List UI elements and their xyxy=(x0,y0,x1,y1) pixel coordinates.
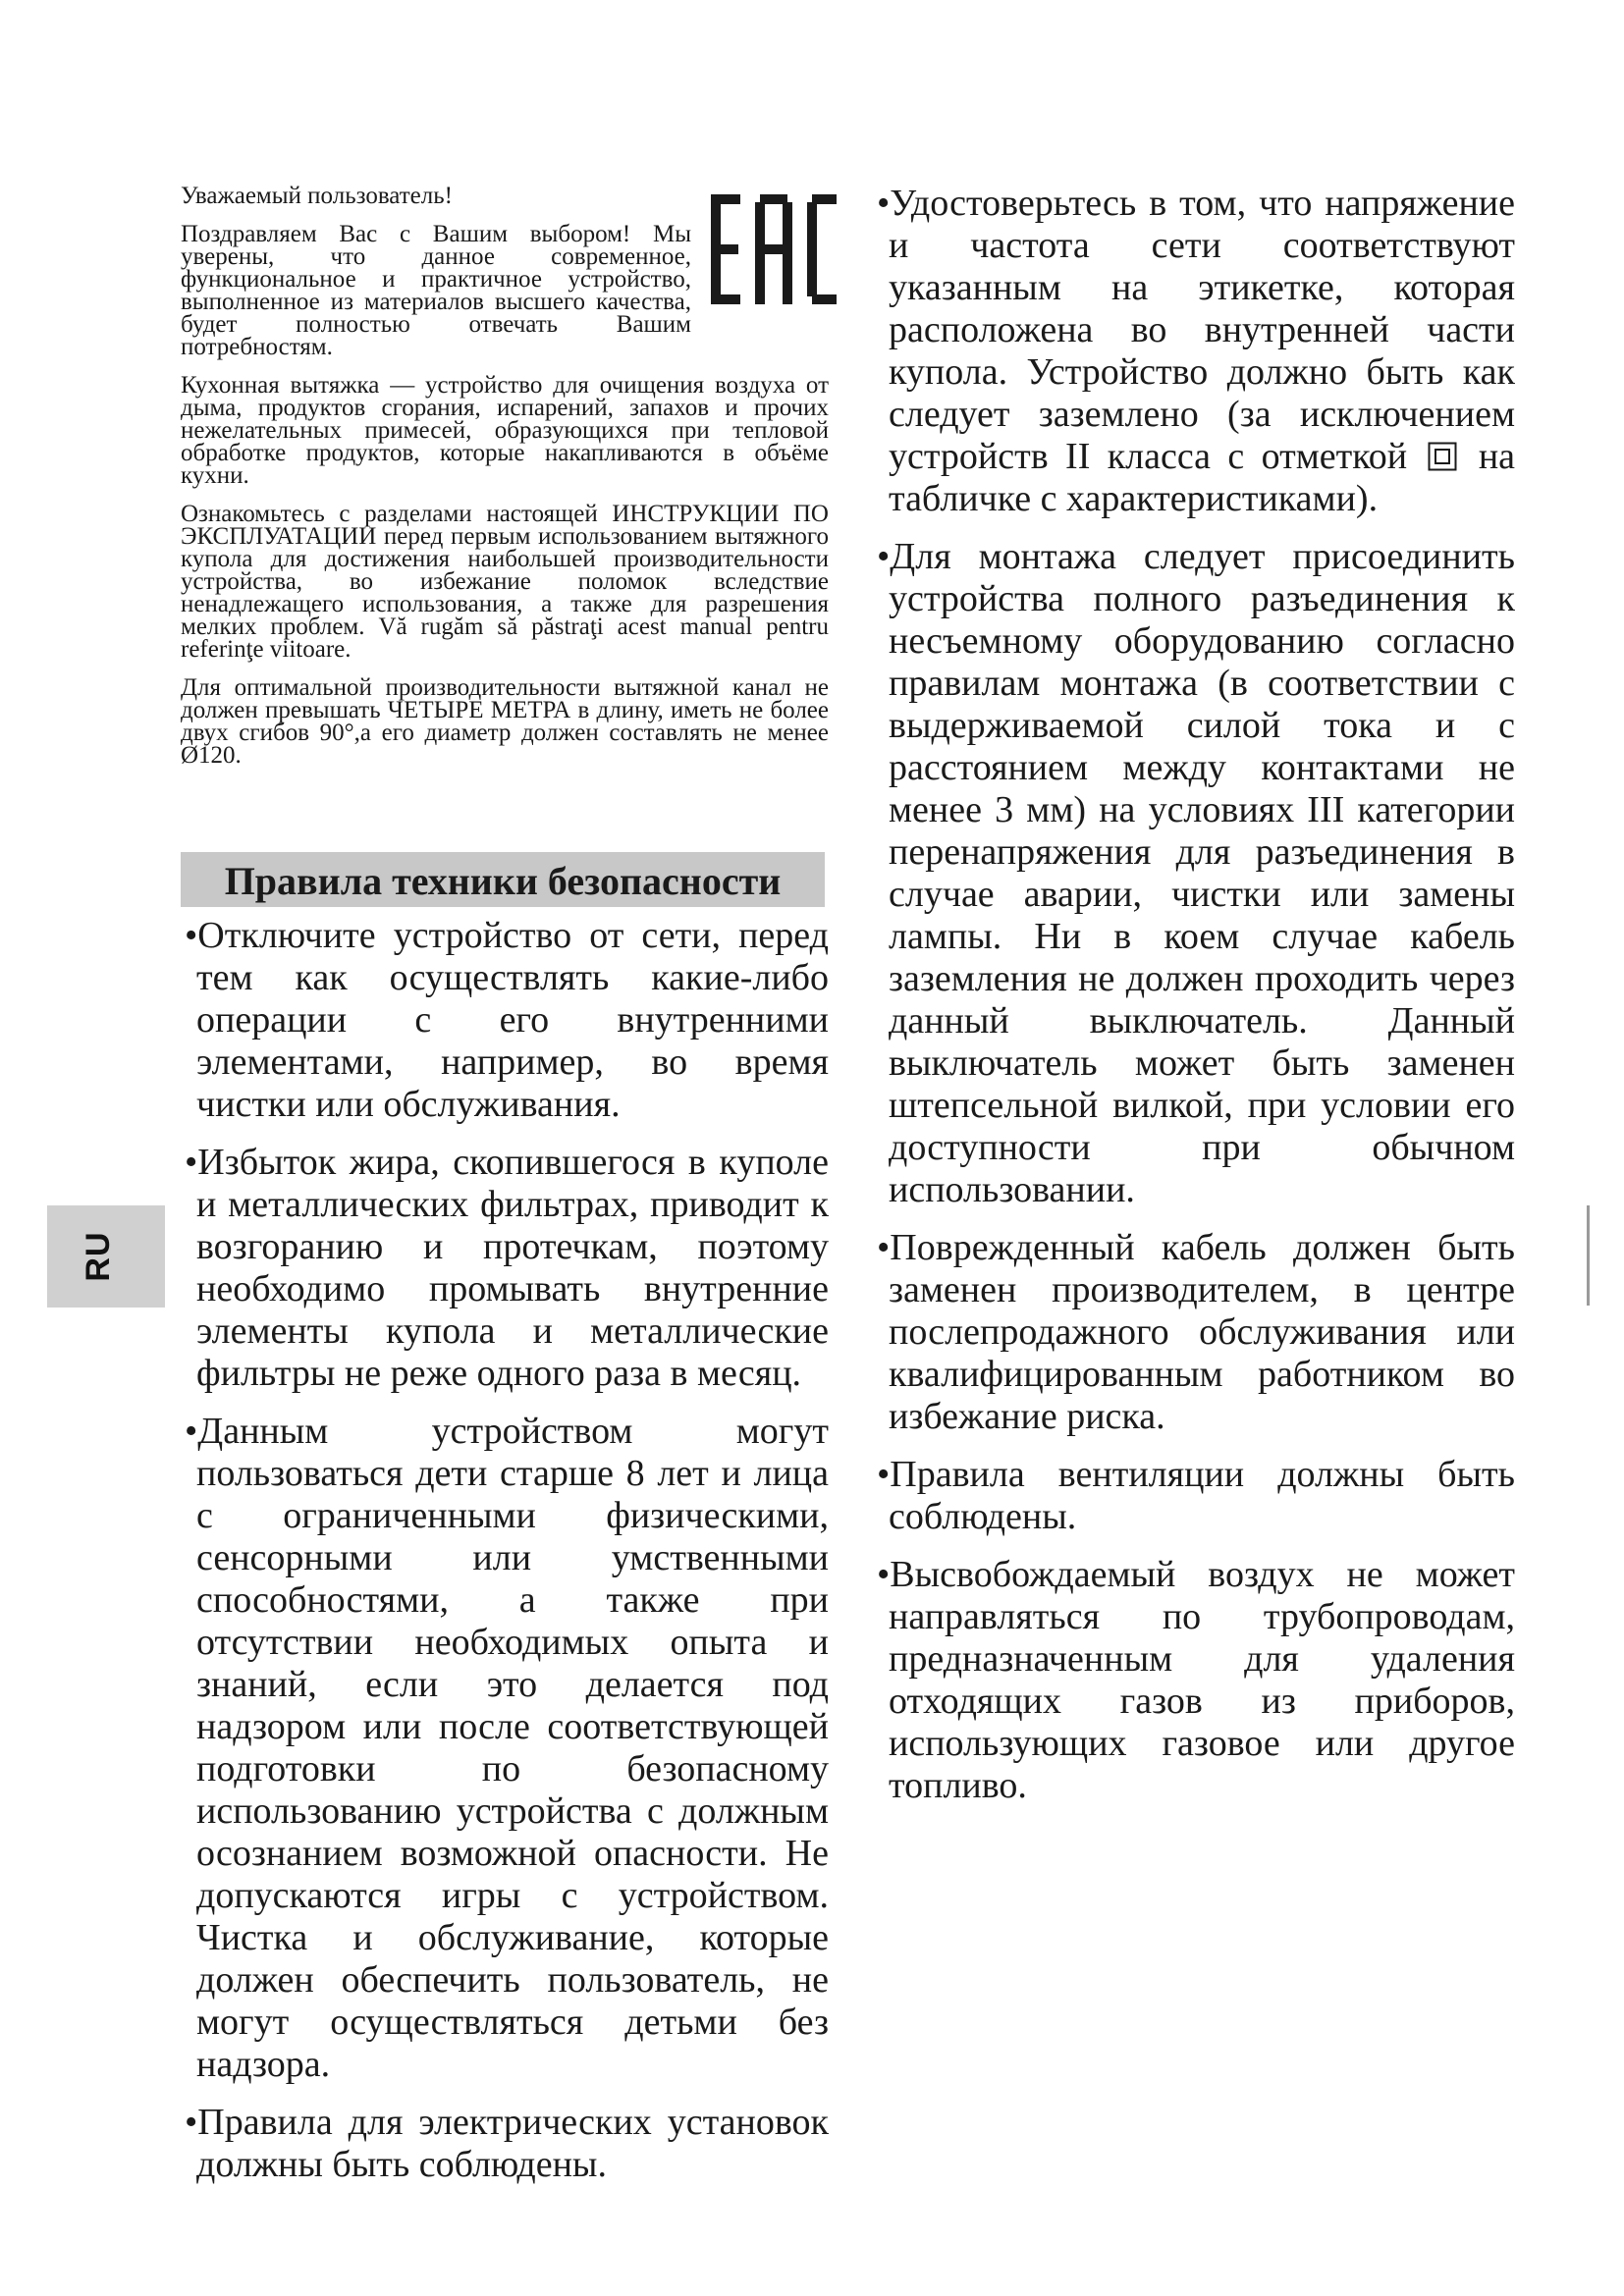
page-edge-mark xyxy=(1587,1205,1590,1306)
safety-list-left xyxy=(185,915,829,2202)
list-item xyxy=(877,183,1515,520)
list-item: •Данным устройством могут пользоваться дети старше 8 лет и лица с ограниченными физическими, сенсорными или умственными способностями, а также при отсутствии необходимых опыта и знаний, если это делается под надзором или после соответствующей подготовки по безопасному использованию устройства с должным осознанием возможной опасности. Не допускаются игры с устройством. Чистка и обслуживание, которые должен обеспечить пользователь, не могут осуществляться детьми без надзора. xyxy=(185,1411,829,2085)
list-item: •Правила вентиляции должны быть соблюдены. xyxy=(877,1454,1515,1537)
instructions-paragraph: Ознакомьтесь с разделами настоящей ИНСТРУКЦИИ ПО ЭКСПЛУАТАЦИИ перед первым использованием вытяжного купола для достижения наибольшей производительности устройства, во избежание поломок вследствие ненадлежащего использования, а также для разрешения мелких проблем. Vă rugăm să păstraţi acest manual pentru referinţe viitoare. xyxy=(181,501,829,663)
safety-list-right xyxy=(877,183,1515,1823)
list-item: •Для монтажа следует присоединить устройства полного разъединения к несъемному оборудованию согласно правилам монтажа (в соответствии с выдерживаемой силой тока и с расстоянием между контактами не менее 3 мм) на условиях III категории перенапряжения для разъединения в случае аварии, чистки или замены лампы. Ни в коем случае кабель заземления не должен проходить через данный выключатель. Данный выключатель может быть заменен штепсельной вилкой, при условии его доступности при обычном использовании. xyxy=(877,536,1515,1210)
list-item: •Высвобождаемый воздух не может направляться по трубопроводам, предназначенным для удаления отходящих газов из приборов, использующих газовое или другое топливо. xyxy=(877,1554,1515,1806)
language-tab xyxy=(47,1205,165,1308)
list-item: •Поврежденный кабель должен быть заменен производителем, в центре послепродажного обслуживания или квалифицированным работником во избежание риска. xyxy=(877,1227,1515,1437)
congrats-paragraph: Поздравляем Вас с Вашим выбором! Мы уверены, что данное современное, функциональное и практичное устройство, выполненное из материалов высшего качества, будет полностью отвечать Вашим потребностям. xyxy=(181,221,691,360)
section-title: Правила техники безопасности xyxy=(224,859,782,903)
hood-description-paragraph: Кухонная вытяжка — устройство для очищения воздуха от дыма, продуктов сгорания, испарений, запахов и прочих нежелательных примесей, образующихся при тепловой обработке продуктов, которые накапливаются в объёме кухни. xyxy=(181,372,829,489)
list-item: •Правила для электрических установок должны быть соблюдены. xyxy=(185,2102,829,2185)
list-item: •Отключите устройство от сети, перед тем как осуществлять какие-либо операции с его внутренними элементами, например, во время чистки или обслуживания. xyxy=(185,915,829,1125)
list-item: •Избыток жира, скопившегося в куполе и металлических фильтрах, приводит к возгоранию и протечкам, поэтому необходимо промывать внутренние элементы купола и металлические фильтры не реже одного раза в месяц. xyxy=(185,1142,829,1394)
intro-block xyxy=(181,185,829,782)
greeting: Уважаемый пользователь! xyxy=(181,183,453,209)
language-code: RU xyxy=(79,1231,117,1282)
channel-paragraph: Для оптимальной производительности вытяжной канал не должен превышать ЧЕТЫРЕ МЕТРА в длину, иметь не более двух сгибов 90°,а его диаметр должен составлять не менее Ø120. xyxy=(181,674,829,769)
section-heading-bar xyxy=(181,852,825,907)
double-square-class-ii-icon xyxy=(1428,442,1457,471)
list-item-text: на табличке с характеристиками). xyxy=(889,436,1516,519)
list-item-text: •Удостоверьтесь в том, что напряжение и частота сети соответствуют указанным на этикетке, которая расположена во внутренней части купола. Устройство должно быть как следует заземлено (за исключением устройств II класса с отметкой xyxy=(877,183,1515,477)
